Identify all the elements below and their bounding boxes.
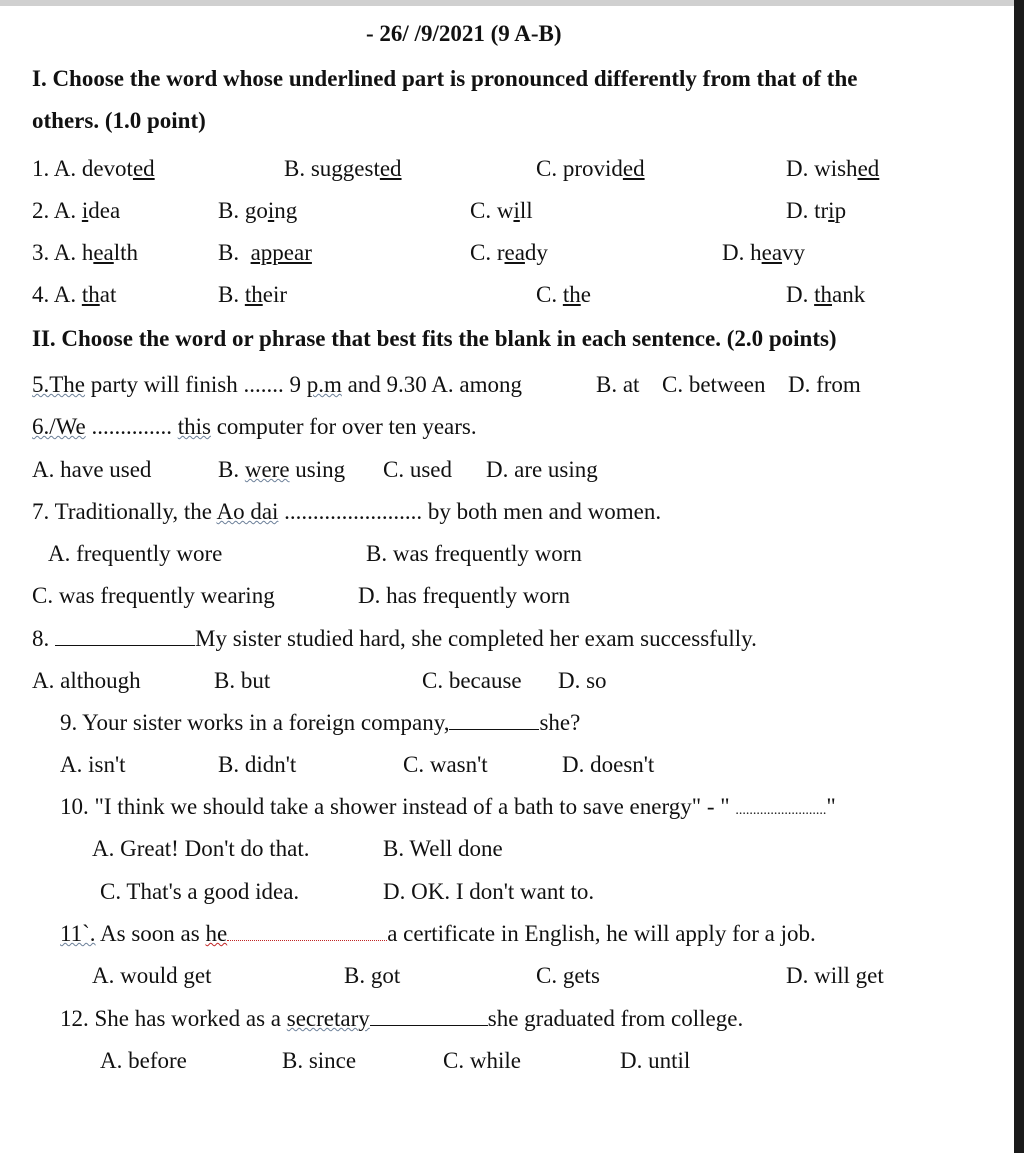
q10-option-a: A. Great! Don't do that. — [92, 836, 310, 861]
q11-option-d: D. will get — [786, 963, 884, 988]
q6-option-a: A. have used — [32, 457, 152, 482]
q2-option-c: C. will — [470, 198, 533, 223]
q7-option-c: C. was frequently wearing — [32, 583, 275, 608]
q9-stem: 9. Your sister works in a foreign company, she? — [60, 710, 581, 735]
q4-option-b: B. their — [218, 282, 287, 307]
q11-blank — [227, 922, 387, 941]
q10-option-d: D. OK. I don't want to. — [383, 879, 595, 904]
q7-option-d: D. has frequently worn — [358, 583, 571, 608]
q3-option-d: D. heavy — [722, 240, 806, 265]
q9-option-a: A. isn't — [60, 752, 126, 777]
q2-option-d: D. trip — [786, 198, 847, 223]
q4-option-c: C. the — [536, 282, 591, 307]
q9-option-d: D. doesn't — [562, 752, 655, 777]
q12-option-c: C. while — [443, 1048, 521, 1073]
q6-option-c: C. used — [383, 457, 452, 482]
q12-option-b: B. since — [282, 1048, 357, 1073]
right-edge-band — [1014, 0, 1024, 1153]
q8-option-a: A. although — [32, 668, 141, 693]
q11-option-c: C. gets — [536, 963, 600, 988]
q4-option-d: D. thank — [786, 282, 866, 307]
q6-stem: 6./We .............. this computer for over ten years. — [32, 414, 477, 439]
q7-option-a: A. frequently wore — [48, 541, 223, 566]
q12-stem: 12. She has worked as a secretary she graduated from college. — [60, 1006, 744, 1031]
q5-option-d: D. from — [788, 372, 861, 397]
q1-option-c: C. provided — [536, 156, 645, 181]
q7-stem: 7. Traditionally, the Ao dai ........................ by both men and women. — [32, 499, 662, 524]
q6-option-d: D. are using — [486, 457, 598, 482]
section1-title-line1: I. Choose the word whose underlined part is pronounced differently from that of the — [32, 66, 858, 91]
q8-blank — [55, 627, 195, 646]
q5-option-b: B. at — [596, 372, 640, 397]
q12-blank — [370, 1007, 488, 1026]
q8-stem: 8. My sister studied hard, she completed her exam successfully. — [32, 626, 757, 651]
section2-title: II. Choose the word or phrase that best fits the blank in each sentence. (2.0 points) — [32, 326, 837, 351]
q1-option-b: B. suggested — [284, 156, 402, 181]
q1-option-d: D. wished — [786, 156, 880, 181]
q10-stem: 10. "I think we should take a shower instead of a bath to save energy" - " .........................." — [60, 794, 836, 819]
q12-option-a: A. before — [100, 1048, 187, 1073]
section1-title-line2: others. (1.0 point) — [32, 108, 206, 133]
q3-option-c: C. ready — [470, 240, 548, 265]
q5-option-c: C. between — [662, 372, 766, 397]
q7-option-b: B. was frequently worn — [366, 541, 582, 566]
q11-option-a: A. would get — [92, 963, 212, 988]
q8-option-d: D. so — [558, 668, 607, 693]
q6-option-b: B. were using — [218, 457, 346, 482]
q9-option-c: C. wasn't — [403, 752, 488, 777]
q9-option-b: B. didn't — [218, 752, 297, 777]
q8-option-b: B. but — [214, 668, 271, 693]
q12-option-d: D. until — [620, 1048, 691, 1073]
q11-option-b: B. got — [344, 963, 401, 988]
q2-option-a: 2. A. idea — [32, 198, 121, 223]
q9-blank — [449, 711, 539, 730]
date-header: - 26/ /9/2021 (9 A-B) — [366, 21, 562, 46]
q1-option-a: 1. A. devoted — [32, 156, 155, 181]
top-edge-band — [0, 0, 1024, 6]
q11-stem: 11`. As soon as he a certificate in English, he will apply for a job. — [60, 921, 816, 946]
q8-option-c: C. because — [422, 668, 522, 693]
q3-option-a: 3. A. health — [32, 240, 139, 265]
q2-option-b: B. going — [218, 198, 298, 223]
q10-option-b: B. Well done — [383, 836, 503, 861]
q3-option-b: B. appear — [218, 240, 312, 265]
q5-stem: 5.The party will finish ....... 9 p.m and 9.30 A. among — [32, 372, 522, 397]
q10-option-c: C. That's a good idea. — [100, 879, 300, 904]
q4-option-a: 4. A. that — [32, 282, 117, 307]
